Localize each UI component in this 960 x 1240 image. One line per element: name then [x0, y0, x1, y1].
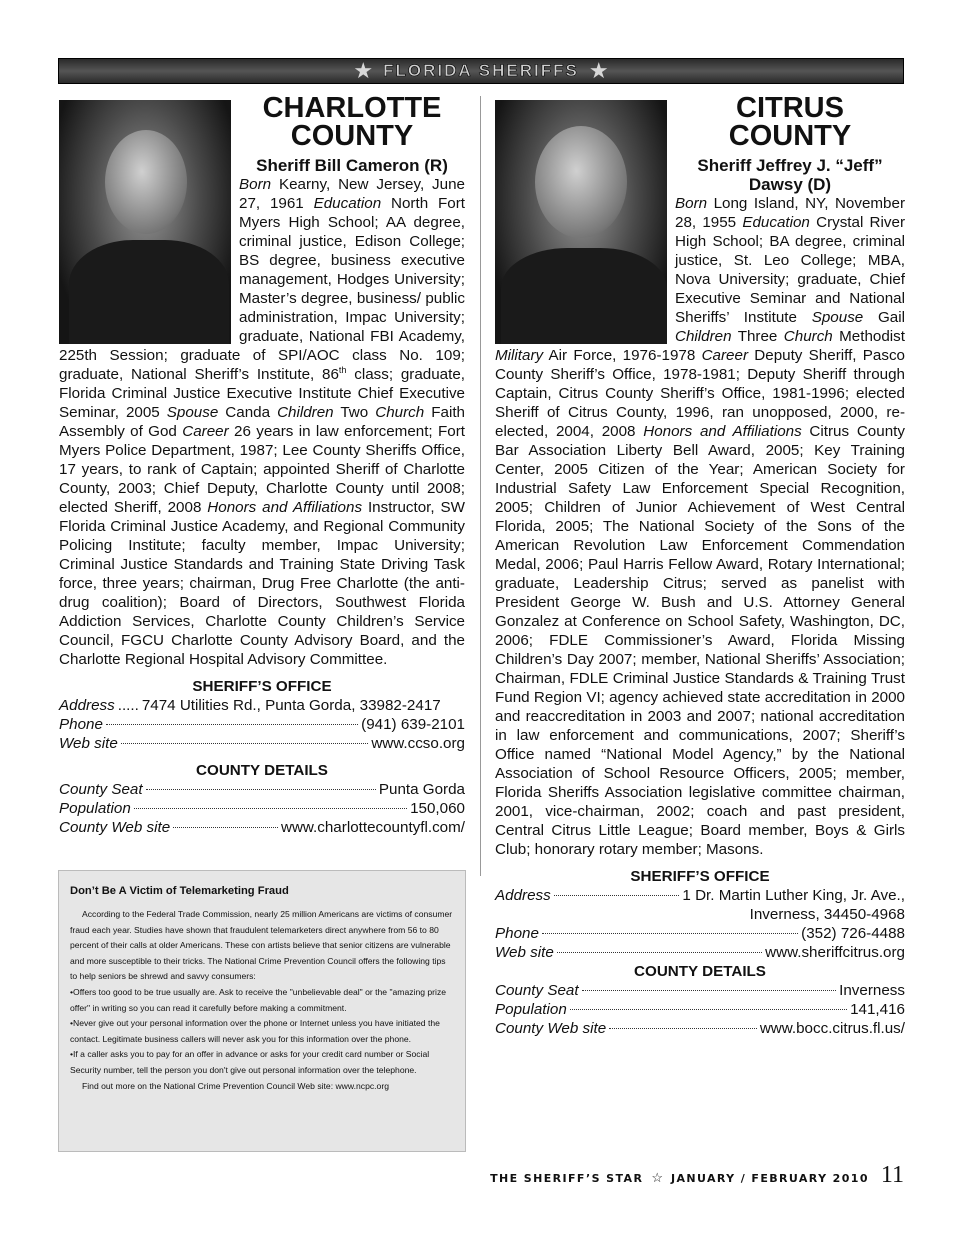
sidebar-title: Don’t Be A Victim of Telemarketing Fraud — [70, 885, 289, 897]
star-icon: ★ — [588, 58, 609, 83]
sheriffs-office-heading: SHERIFF’S OFFICE — [192, 678, 332, 695]
county-title: CHARLOTTE COUNTY — [262, 92, 442, 152]
phone-row: Phone (352) 726-4488 — [495, 925, 905, 942]
sheriff-name: Sheriff Bill Cameron (R) — [256, 156, 448, 175]
sidebar-tip: •Offers too good to be true usually are. Ask to receive the "unbelievable deal" or the "amazing prize offer" in writing so you can read it carefully before making a commitment. — [70, 986, 447, 1013]
website-row: Web site www.sheriffcitrus.org — [495, 944, 905, 961]
sidebar-closing: Find out more on the National Crime Prevention Council Web site: www.ncpc.org — [82, 1080, 389, 1091]
sheriff-bio: Born Kearny, New Jersey, June 27, 1961 Education North Fort Myers High School; AA degree, criminal justice, Edison College; BS degree, business executive management, Hodges University; Master’s degree, business/ public administration, Impac University; graduate, National FBI Academy, 225th Session; graduate of SPI/AOC class No. 109; graduate, National Sheriff’s Institute, 86th class; graduate, Florida Criminal Justice Executive Institute Chief Executive Seminar, 2005 Spouse Canda Children Two Church Faith Assembly of God Career 26 years in law enforcement; Fort Myers Police Department, 1987; Lee County Sheriffs Office, 17 years, to rank of Captain; appointed Sheriff of Charlotte County, 2003; Chief Deputy, Charlotte County until 2008; elected Sheriff, 2008 Honors and Affiliations Instructor, SW Florida Criminal Justice Academy, and Regional Community Policing Institute; faculty member, Impac University; Criminal Justice Standards and Training State Driving Task force, three years; chairman, Drug Free Charlotte (the anti-drug coalition); Board of Directors, Southwest Florida Addiction Services, Charlotte County Children’s Service Council, FGCU Charlotte County Advisory Board, and the Charlotte Regional Hospital Advisory Committee. — [59, 176, 465, 668]
sheriffs-office-heading: SHERIFF’S OFFICE — [630, 868, 770, 885]
page-number: 11 — [880, 1162, 904, 1188]
sidebar-tip: •If a caller asks you to pay for an offer in advance or asks for your credit card number or Social Security number, tell the person you don't give out personal information over the telephone. — [70, 1049, 430, 1075]
phone-row: Phone (941) 639-2101 — [59, 716, 465, 733]
population-row: Population 141,416 — [495, 1001, 905, 1018]
sheriff-dawsy-photo — [495, 100, 667, 344]
citrus-profile — [495, 92, 905, 1038]
county-website-row: County Web site www.charlottecountyfl.com/ — [59, 819, 465, 836]
population-row: Population 150,060 — [59, 800, 465, 817]
website-row: Web site www.ccso.org — [59, 735, 465, 752]
section-banner — [58, 58, 904, 84]
magazine-name: THE SHERIFF’S STAR — [490, 1172, 644, 1185]
sidebar-intro: According to the Federal Trade Commission, nearly 25 million Americans are victims of consumer fraud each year. Studies have shown that fraudulent telemarketers direct anywhere from 56 to 80 percent of their calls at older Americans. These con artists believe that senior citizens are vulnerable and more susceptible to their tricks. The National Crime Prevention Council offers the following tips to help seniors be shrewd and savvy consumers: — [70, 909, 453, 982]
star-icon: ★ — [353, 58, 374, 83]
banner-title: FLORIDA SHERIFFS — [383, 61, 579, 80]
sheriff-name: Sheriff Jeffrey J. “Jeff” Dawsy (D) — [697, 156, 883, 194]
column-divider — [480, 96, 481, 876]
county-details-heading: COUNTY DETAILS — [634, 963, 766, 980]
sheriff-cameron-photo — [59, 100, 231, 344]
address-row-2: Inverness, 34450-4968 — [749, 906, 905, 923]
county-title: CITRUS COUNTY — [728, 92, 852, 152]
county-website-row: County Web site www.bocc.citrus.fl.us/ — [495, 1020, 905, 1037]
county-seat-row: County Seat Punta Gorda — [59, 781, 465, 798]
address-row: Address 1 Dr. Martin Luther King, Jr. Ave., — [495, 887, 905, 904]
star-outline-icon: ☆ — [651, 1170, 663, 1185]
page-footer — [476, 1162, 904, 1189]
address-row: Address ..... 7474 Utilities Rd., Punta Gorda, 33982-2417 — [59, 697, 441, 714]
sidebar-tip: •Never give out your personal information over the phone or Internet unless you have initiated the contact. Legitimate business callers will never ask you for this information over the phone. — [70, 1018, 440, 1044]
sheriff-bio: Born Long Island, NY, November 28, 1955 Education Crystal River High School; BA degree, criminal justice, St. Leo College; MBA, Nova University; graduate, Chief Executive Seminar and National Sheriffs’ Institute Spouse Gail Children Three Church Methodist Military Air Force, 1976-1978 Career Deputy Sheriff, Pasco County Sheriff’s Office, 1978-1981; Deputy Sheriff through Captain, Citrus County Sheriff’s Office, 1981-1996; elected Sheriff of Citrus County, 1996, ran unopposed, 2000, re-elected, 2004, 2008 Honors and Affiliations Citrus County Bar Association Liberty Bell Award, 2005; Key Training Center, 2005 Citizen of the Year; American Society for Industrial Safety Law Enforcement Special Recognition, 2005; Children of Junior Achievement of West Central Florida, 2005; The National Society of the Sons of the American Revolution Law Enforcement Commendation Medal, 2006; Paul Harris Fellow Award, Rotary International; graduate, Leadership Citrus; served as panelist with President George W. Bush and U.S. Attorney General Gonzalez at Conference on School Safety, Washington, DC, 2006; FDLE Commissioner’s Award, Florida Missing Children’s Day 2007; member, National Sheriffs’ Association; Chairman, FDLE Criminal Justice Standards & Training Trust Fund Region VI; agency achieved state accreditation in 2000 and reaccreditation in 2003 and 2007; national accreditation in law enforcement and communications, 2007; Sheriff’s Office named “National Model Agency,” by the National Association of School Resource Officers, 2005; member, Florida Sheriffs Association legislative committee chairman, 2001, vice-chairman, 2002; coach and past president, Central Citrus Little League; Board member, Boys & Girls Club; honorary rotary member; Masons. — [495, 195, 905, 858]
charlotte-profile — [59, 92, 465, 837]
county-seat-row: County Seat Inverness — [495, 982, 905, 999]
issue-date: JANUARY / FEBRUARY 2010 — [670, 1172, 869, 1185]
county-details-heading: COUNTY DETAILS — [196, 762, 328, 779]
telemarketing-fraud-sidebar — [58, 870, 466, 1152]
